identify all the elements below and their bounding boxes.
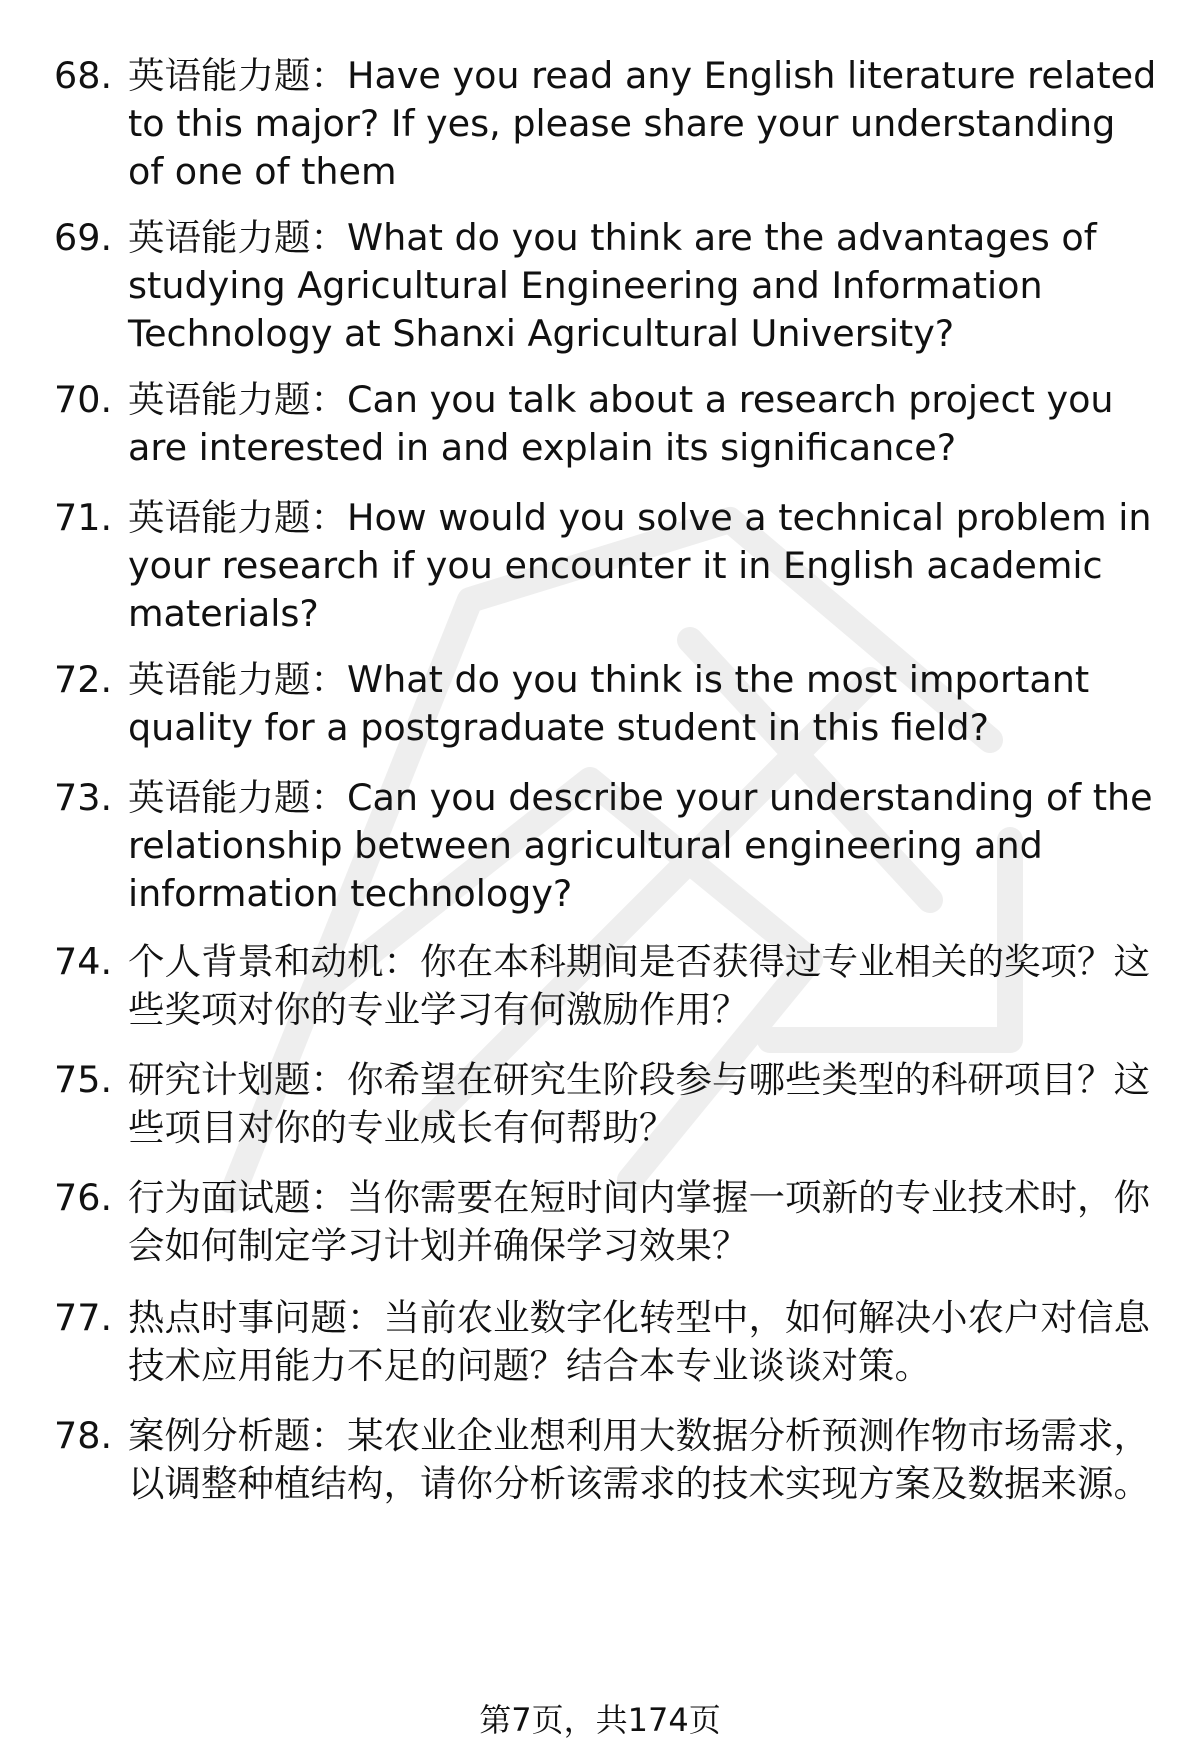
question-category: 研究计划题： — [128, 1058, 347, 1101]
question-item-74 — [54, 938, 1160, 1034]
question-body — [128, 774, 1160, 918]
question-text: What do you think is the most important quality for a postgraduate student in this field? — [128, 658, 1090, 749]
question-body — [128, 52, 1160, 196]
question-body — [128, 376, 1160, 472]
question-item-72 — [54, 656, 1160, 752]
question-body — [128, 1056, 1160, 1152]
question-category: 英语能力题： — [128, 776, 347, 819]
question-category: 英语能力题： — [128, 378, 347, 421]
question-item-76 — [54, 1174, 1160, 1270]
question-number: 78. — [54, 1414, 113, 1457]
question-category: 英语能力题： — [128, 658, 347, 701]
question-category: 英语能力题： — [128, 54, 347, 97]
question-text: 你希望在研究生阶段参与哪些类型的科研项目？这些项目对你的专业成长有何帮助？ — [128, 1058, 1150, 1149]
question-text: What do you think are the advantages of studying Agricultural Engineering and Information Technology at Shanxi Agricultural University? — [128, 216, 1097, 355]
question-number: 70. — [54, 378, 113, 421]
question-item-68 — [54, 52, 1160, 196]
question-body — [128, 1294, 1160, 1390]
question-category: 英语能力题： — [128, 216, 347, 259]
question-number: 77. — [54, 1296, 113, 1339]
question-item-70 — [54, 376, 1160, 472]
question-number: 72. — [54, 658, 113, 701]
question-number: 74. — [54, 940, 113, 983]
question-body — [128, 656, 1160, 752]
question-item-69 — [54, 214, 1160, 358]
question-text: Can you talk about a research project you are interested in and explain its significance? — [128, 378, 1114, 469]
page-number: 第7页，共174页 — [479, 1701, 721, 1739]
question-number: 68. — [54, 54, 113, 97]
question-number: 75. — [54, 1058, 113, 1101]
question-number: 73. — [54, 776, 113, 819]
question-body — [128, 494, 1160, 638]
question-body — [128, 1412, 1160, 1508]
question-body — [128, 1174, 1160, 1270]
question-text: Can you describe your understanding of the relationship between agricultural engineering and information technology? — [128, 776, 1153, 915]
question-category: 热点时事问题： — [128, 1296, 384, 1339]
question-text: Have you read any English literature related to this major? If yes, please share your understanding of one of them — [128, 54, 1157, 193]
question-category: 英语能力题： — [128, 496, 347, 539]
question-text: 当你需要在短时间内掌握一项新的专业技术时，你会如何制定学习计划并确保学习效果？ — [128, 1176, 1150, 1267]
question-body — [128, 214, 1160, 358]
question-item-75 — [54, 1056, 1160, 1152]
question-category: 案例分析题： — [128, 1414, 347, 1457]
question-number: 69. — [54, 216, 113, 259]
question-item-73 — [54, 774, 1160, 918]
question-category: 行为面试题： — [128, 1176, 347, 1219]
question-item-78 — [54, 1412, 1160, 1508]
question-text: 你在本科期间是否获得过专业相关的奖项？这些奖项对你的专业学习有何激励作用？ — [128, 940, 1150, 1031]
question-category: 个人背景和动机： — [128, 940, 420, 983]
question-item-71 — [54, 494, 1160, 638]
question-text: 当前农业数字化转型中，如何解决小农户对信息技术应用能力不足的问题？结合本专业谈谈对策。 — [128, 1296, 1150, 1387]
question-text: 某农业企业想利用大数据分析预测作物市场需求，以调整种植结构，请你分析该需求的技术实现方案及数据来源。 — [128, 1414, 1150, 1505]
question-body — [128, 938, 1160, 1034]
question-number: 76. — [54, 1176, 113, 1219]
question-text: How would you solve a technical problem in your research if you encounter it in English academic materials? — [128, 496, 1152, 635]
question-number: 71. — [54, 496, 113, 539]
question-item-77 — [54, 1294, 1160, 1390]
